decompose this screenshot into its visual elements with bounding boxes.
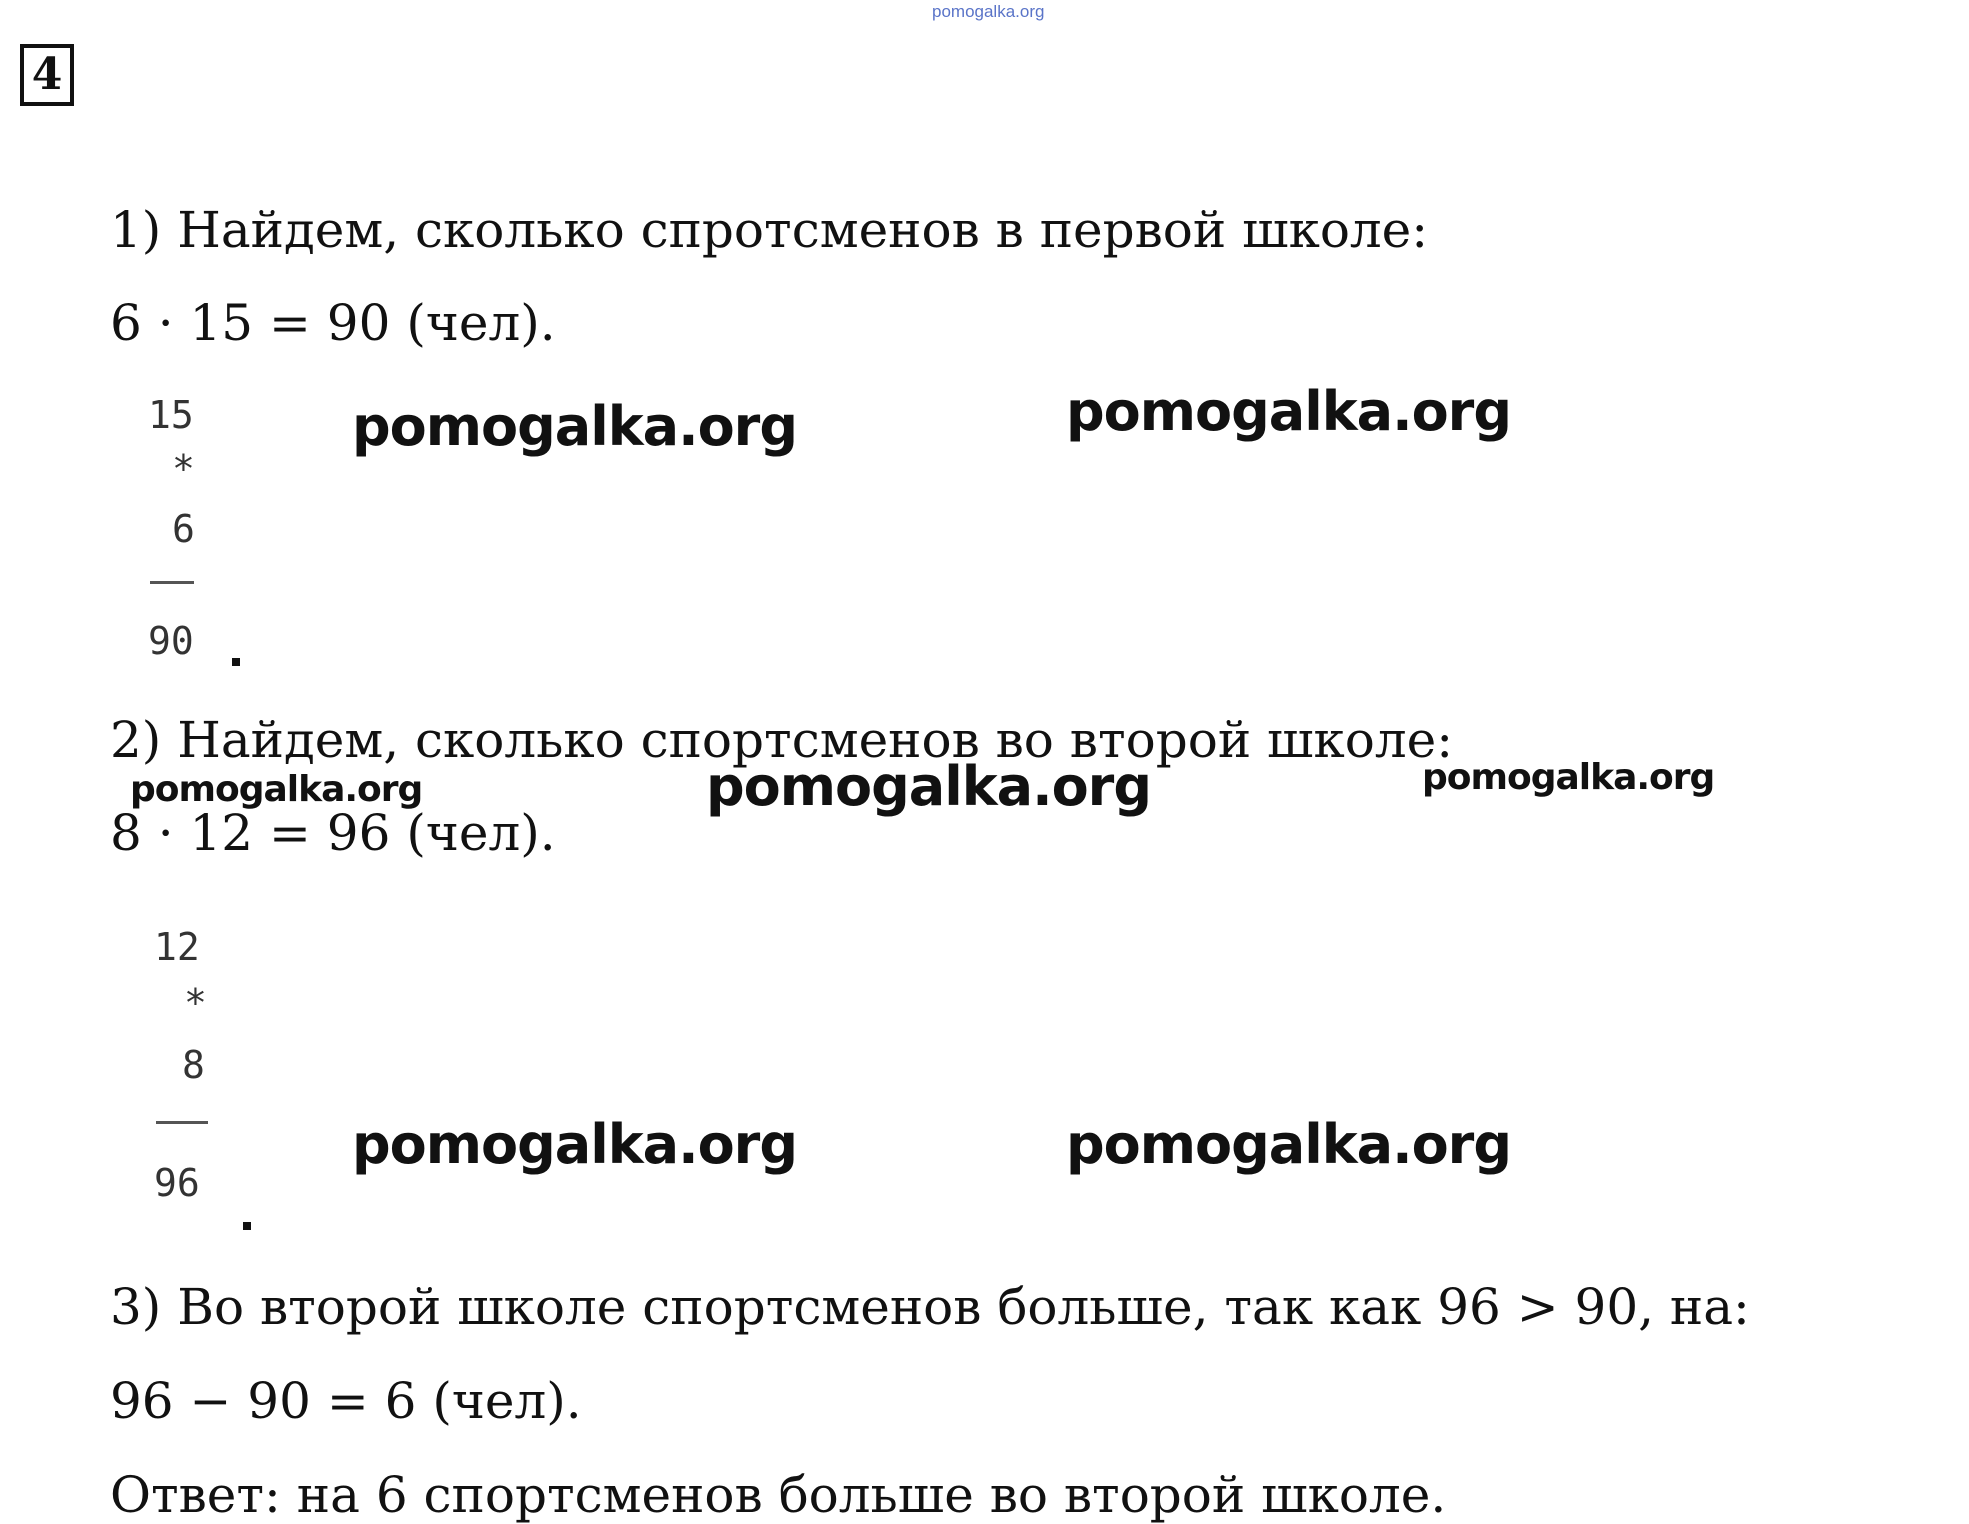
step3-equation: 96 − 90 = 6 (чел). xyxy=(110,1372,582,1430)
step3-text: 3) Во второй школе спортсменов больше, так как 96 > 90, на: xyxy=(110,1278,1750,1336)
step1-column-rule xyxy=(150,581,194,584)
answer-text: Ответ: на 6 спортсменов больше во второй школе. xyxy=(110,1466,1447,1524)
watermark: pomogalka.org xyxy=(130,769,423,810)
watermark: pomogalka.org xyxy=(1066,1113,1511,1176)
step2-column-result: 96 xyxy=(154,1161,200,1205)
step2-column-bottom: 8 xyxy=(182,1043,205,1087)
step2-column-rule xyxy=(156,1121,208,1124)
step2-column-operator: * xyxy=(184,981,207,1025)
step1-column-period xyxy=(232,658,240,666)
step1-text: 1) Найдем, сколько спротсменов в первой школе: xyxy=(110,201,1429,259)
step1-column-result: 90 xyxy=(148,619,194,663)
site-watermark-top: pomogalka.org xyxy=(932,2,1045,21)
watermark: pomogalka.org xyxy=(706,755,1151,818)
step2-column-period xyxy=(243,1222,251,1230)
step2-text: 2) Найдем, сколько спортсменов во второй школе: xyxy=(110,711,1454,769)
task-number: 4 xyxy=(31,49,63,100)
step1-column-bottom: 6 xyxy=(172,507,195,551)
task-number-box xyxy=(20,44,74,106)
step2-column-top: 12 xyxy=(154,925,200,969)
step1-column-top: 15 xyxy=(148,393,194,437)
watermark: pomogalka.org xyxy=(352,395,797,458)
watermark: pomogalka.org xyxy=(1066,380,1511,443)
step1-column-operator: * xyxy=(172,447,195,491)
step1-equation: 6 · 15 = 90 (чел). xyxy=(110,294,556,352)
step2-equation: 8 · 12 = 96 (чел). xyxy=(110,804,556,862)
watermark: pomogalka.org xyxy=(352,1113,797,1176)
watermark: pomogalka.org xyxy=(1422,757,1715,798)
